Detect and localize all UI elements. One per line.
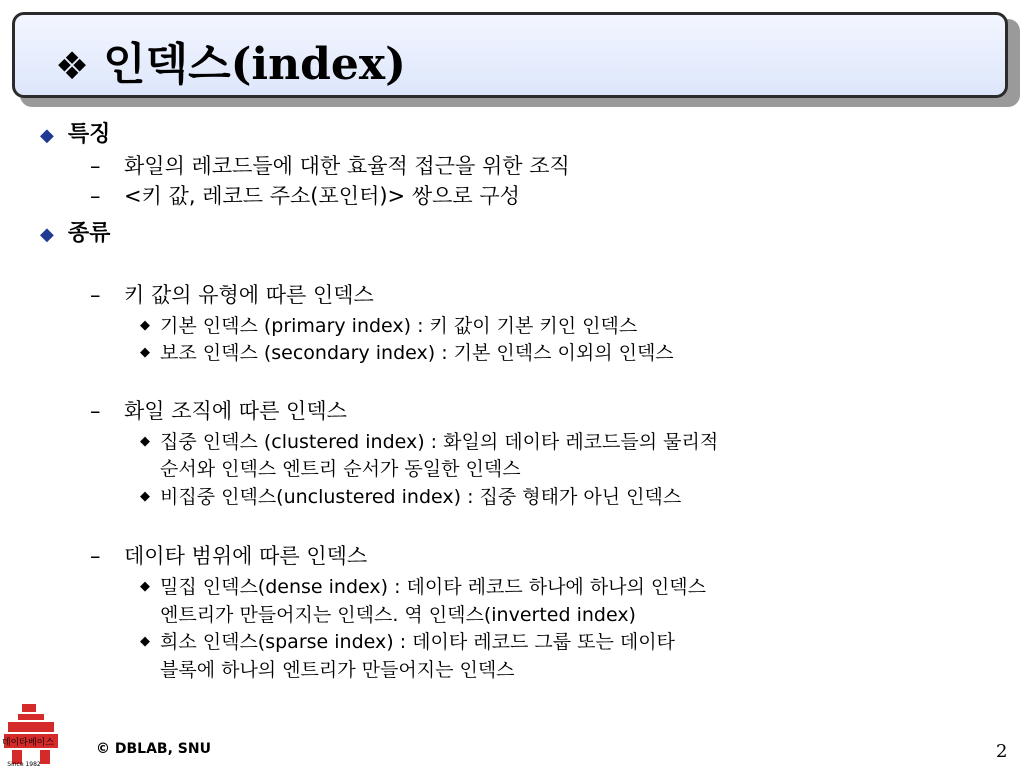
group-heading [90,279,374,309]
small-diamond-bullet-icon: ◆ [140,434,150,449]
small-diamond-bullet-icon: ◆ [140,345,150,360]
diamond-bullet-icon: ◆ [40,125,54,146]
sub-item-continuation: 엔트리가 만들어지는 인덱스. 역 인덱스(inverted index) [160,604,636,626]
sub-item-text: 비집중 인덱스(unclustered index) : 집중 형태가 아닌 인덱스 [160,486,682,508]
dblab-logo [0,700,78,768]
heading-label: 특징 [67,122,111,147]
group-heading [90,395,347,425]
small-diamond-bullet-icon: ◆ [140,579,150,594]
dash-icon: – [90,154,101,178]
sub-item [140,427,718,454]
dash-icon: – [90,184,101,208]
section-heading-types [40,216,110,247]
sub-item-text: 보조 인덱스 (secondary index) : 기본 인덱스 이외의 인덱스 [160,342,674,364]
small-diamond-bullet-icon: ◆ [140,489,150,504]
item-text: <키 값, 레코드 주소(포인터)> 쌍으로 구성 [124,184,520,208]
sub-item [140,482,681,509]
list-item [90,180,520,210]
sub-item [140,627,675,654]
slide-title [55,35,406,96]
group-text: 데이타 범위에 따른 인덱스 [124,544,368,568]
page-number: 2 [996,741,1008,762]
logo-text: 데이타베이스 [1,738,55,748]
list-item [90,150,570,180]
group-text: 화일 조직에 따른 인덱스 [124,399,347,423]
group-text: 키 값의 유형에 따른 인덱스 [124,283,374,307]
small-diamond-bullet-icon: ◆ [140,634,150,649]
sub-item [140,311,637,338]
diamond-bullet-icon: ◆ [40,224,54,245]
item-text: 화일의 레코드들에 대한 효율적 접근을 위한 조직 [124,154,570,178]
sub-item-continuation: 블록에 하나의 엔트리가 만들어지는 인덱스 [160,659,515,681]
footer-copyright: © DBLAB, SNU [96,741,211,757]
dash-icon: – [90,399,101,423]
title-box [12,12,1008,98]
sub-item [140,338,674,365]
sub-item-text: 기본 인덱스 (primary index) : 키 값이 기본 키인 인덱스 [160,315,638,337]
sub-item-text: 집중 인덱스 (clustered index) : 화일의 데이타 레코드들의 물리적 [160,431,719,453]
dash-icon: – [90,283,101,307]
title-symbol-icon: ❖ [55,44,90,88]
logo-since: Since 1982 [7,761,41,768]
sub-item-text: 희소 인덱스(sparse index) : 데이타 레코드 그룹 또는 데이타 [160,631,675,653]
heading-label: 종류 [67,221,111,246]
sub-item [140,572,706,599]
section-heading-features [40,117,110,148]
title-main: 인덱스 [103,39,231,90]
sub-item-text: 밀집 인덱스(dense index) : 데이타 레코드 하나에 하나의 인덱스 [160,576,706,598]
dash-icon: – [90,544,101,568]
group-heading [90,540,367,570]
title-paren: (index) [230,39,406,90]
sub-item-continuation: 순서와 인덱스 엔트리 순서가 동일한 인덱스 [160,458,521,480]
small-diamond-bullet-icon: ◆ [140,318,150,333]
